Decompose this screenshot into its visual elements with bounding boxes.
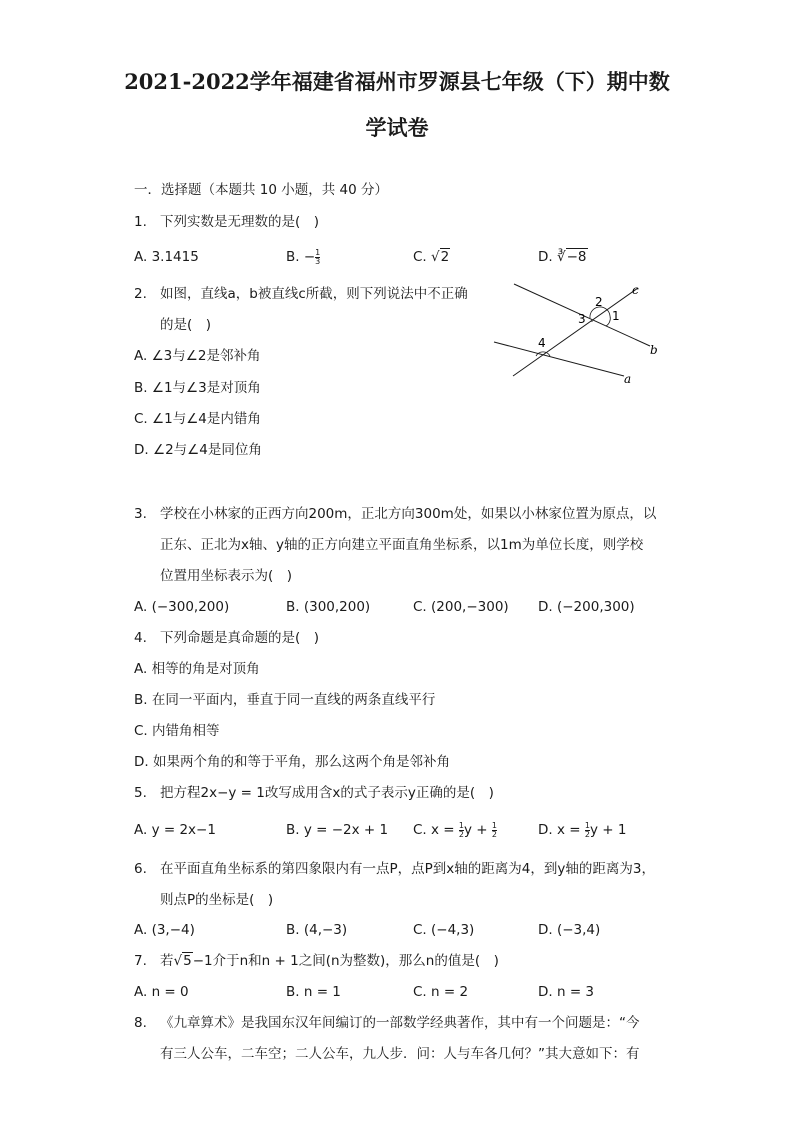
question-6-cont: 则点P的坐标是( ): [160, 892, 274, 908]
q3-option-a: A. (−300,200): [134, 599, 230, 615]
question-2: [134, 284, 468, 304]
label-angle-3: 3: [578, 312, 586, 326]
question-7: [134, 951, 499, 971]
page-title-line2: 学试卷: [365, 115, 429, 140]
fraction: [315, 249, 320, 266]
q4-option-b: B. 在同一平面内，垂直于同一直线的两条直线平行: [134, 692, 436, 708]
page-title-line1: 2021-2022学年福建省福州市罗源县七年级（下）期中数: [124, 69, 670, 94]
denominator: 3: [315, 256, 321, 266]
q4-option-a: A. 相等的角是对顶角: [134, 661, 260, 677]
numerator: 1: [491, 820, 497, 830]
numerator: 1: [458, 820, 464, 830]
question-6: [134, 859, 655, 879]
question-number: 5.: [134, 785, 147, 801]
question-stem: 如图，直线a，b被直线c所截，则下列说法中不正确: [160, 286, 468, 302]
question-number: 7.: [134, 953, 147, 969]
q7-option-a: A. n = 0: [134, 984, 189, 1000]
label-angle-2: 2: [595, 295, 603, 309]
denominator: 2: [584, 829, 590, 839]
label-angle-1: 1: [612, 309, 620, 323]
label-a: a: [624, 372, 632, 386]
q1-option-a: A. 3.1415: [134, 249, 199, 265]
question-1: [134, 212, 319, 232]
question-stem: −1介于n和n + 1之间(n为整数)，那么n的值是( ): [192, 953, 499, 969]
q5-option-b: B. y = −2x + 1: [286, 822, 389, 838]
q1-option-c: [413, 247, 450, 267]
q3-option-c: C. (200,−300): [413, 599, 509, 615]
question-2-cont: 的是( ): [160, 317, 212, 333]
question-stem: 若√: [160, 953, 183, 969]
question-number: 2.: [134, 286, 147, 302]
question-stem: 下列命题是真命题的是( ): [160, 630, 320, 646]
radicand: 5: [183, 953, 192, 969]
q1-option-b: [286, 247, 320, 267]
question-stem: 下列实数是无理数的是( ): [160, 214, 320, 230]
q2-option-b: B. ∠1与∠3是对顶角: [134, 380, 261, 396]
option-label: B. −: [286, 249, 316, 265]
q3-option-b: B. (300,200): [286, 599, 371, 615]
q6-option-b: B. (4,−3): [286, 922, 348, 938]
lines-figure: [478, 276, 668, 391]
q5-option-d: [538, 820, 626, 840]
denominator: 2: [458, 829, 464, 839]
q2-option-a: A. ∠3与∠2是邻补角: [134, 348, 261, 364]
question-number: 4.: [134, 630, 147, 646]
q6-option-d: D. (−3,4): [538, 922, 601, 938]
radicand: −8: [566, 249, 587, 265]
q3-option-d: D. (−200,300): [538, 599, 635, 615]
question-number: 6.: [134, 861, 147, 877]
section-heading: 一．选择题（本题共 10 小题，共 40 分）: [134, 182, 389, 198]
label-angle-4: 4: [538, 336, 546, 350]
question-3-cont: 正东、正北为x轴、y轴的正方向建立平面直角坐标系，以1m为单位长度，则学校: [160, 537, 644, 553]
fraction: [492, 822, 497, 839]
question-3-cont: 位置用坐标表示为( ): [160, 568, 293, 584]
question-8-cont: 有三人公车，二车空；二人公车，九人步．问：人与车各几何？”其大意如下：有: [160, 1046, 640, 1062]
question-number: 8.: [134, 1015, 147, 1031]
question-stem: 把方程2x−y = 1改写成用含x的式子表示y正确的是( ): [160, 785, 494, 801]
q5-option-c: [413, 820, 497, 840]
q6-option-c: C. (−4,3): [413, 922, 475, 938]
label-c: c: [632, 283, 639, 297]
question-number: 3.: [134, 506, 147, 522]
question-stem: 学校在小林家的正西方向200m，正北方向300m处，如果以小林家位置为原点，以: [160, 506, 657, 522]
option-label: D. x =: [538, 822, 581, 838]
q4-option-c: C. 内错角相等: [134, 723, 220, 739]
radicand: 2: [440, 249, 450, 265]
option-label: C. √: [413, 249, 440, 265]
q7-option-c: C. n = 2: [413, 984, 469, 1000]
denominator: 2: [491, 829, 497, 839]
q5-option-a: A. y = 2x−1: [134, 822, 216, 838]
q7-option-b: B. n = 1: [286, 984, 341, 1000]
label-b: b: [650, 343, 658, 357]
question-3: [134, 504, 656, 524]
question-stem: 《九章算术》是我国东汉年间编订的一部数学经典著作，其中有一个问题是：“今: [160, 1015, 640, 1031]
q7-option-d: D. n = 3: [538, 984, 595, 1000]
angle-arc-1: [606, 316, 610, 326]
option-label: D. ∛: [538, 249, 566, 265]
q4-option-d: D. 如果两个角的和等于平角，那么这两个角是邻补角: [134, 754, 450, 770]
question-5: [134, 783, 494, 803]
question-4: [134, 628, 319, 648]
question-stem: 在平面直角坐标系的第四象限内有一点P，点P到x轴的距离为4，到y轴的距离为3，: [160, 861, 655, 877]
expression-text: y +: [464, 822, 488, 838]
question-8: [134, 1013, 640, 1033]
q2-option-c: C. ∠1与∠4是内错角: [134, 411, 261, 427]
numerator: 1: [584, 820, 590, 830]
q6-option-a: A. (3,−4): [134, 922, 195, 938]
line-a: [494, 342, 624, 376]
option-label: C. x =: [413, 822, 455, 838]
numerator: 1: [315, 247, 321, 257]
q2-option-d: D. ∠2与∠4是同位角: [134, 442, 262, 458]
expression-text: y + 1: [589, 822, 627, 838]
question-number: 1.: [134, 214, 147, 230]
q1-option-d: [538, 247, 588, 267]
